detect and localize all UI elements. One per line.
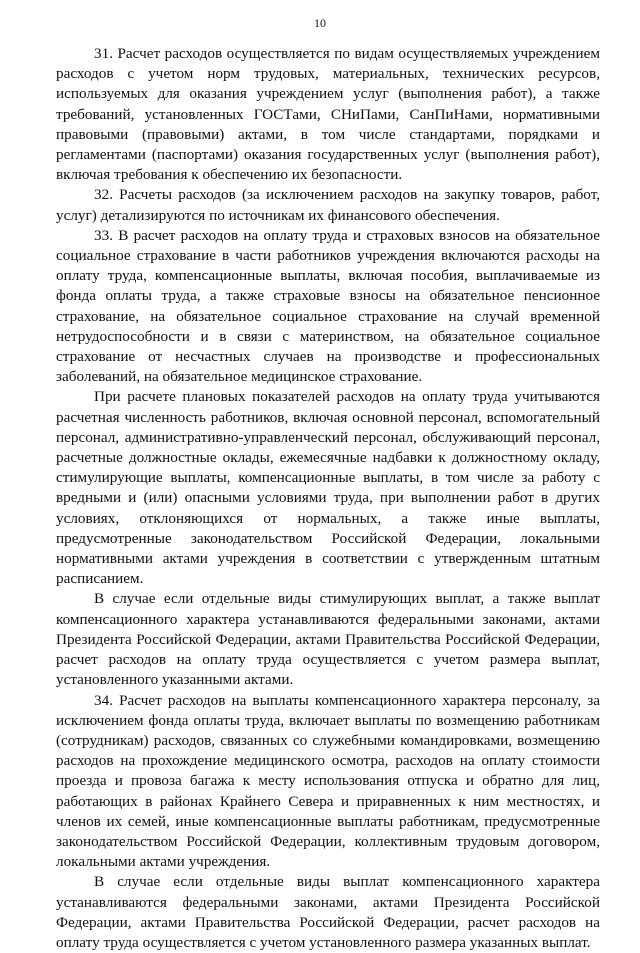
paragraph-33-planned-indicators: При расчете плановых показателей расходов на оплату труда учитываются расчетная численность работников, включая основной персонал, вспомогательный персонал, административно-управленческий персонал, обслуживающий персонал, расчетные должностные оклады, ежемесячные надбавки к должностному окладу, стимулирующие выплаты, компенсационные выплаты, в том числе за работу с вредными и (или) опасными условиями труда, при выполнении работ в других условиях, отклоняющихся от нормальных, а также иные выплаты, предусмотренные законодательством Российской Федерации, локальными нормативными актами учреждения в соответствии с утвержденным штатным расписанием. bbox=[56, 388, 600, 588]
paragraph-34: 34. Расчет расходов на выплаты компенсационного характера персоналу, за исключением фонда оплаты труда, включает выплаты по возмещению работникам (сотрудникам) расходов, связанных со служебными командировками, возмещению расходов на прохождение медицинского осмотра, расходов на оплату стоимости проезда и провоза багажа к месту использования отпуска и обратно для лиц, работающих в районах Крайнего Севера и приравненных к ним местностях, и членов их семей, иные компенсационные выплаты работникам, предусмотренные законодательством Российской Федерации, коллективным трудовым договором, локальными актами учреждения. bbox=[56, 691, 600, 871]
paragraph-34-federal-acts: В случае если отдельные виды выплат компенсационного характера устанавливаются федеральными законами, актами Президента Российской Федерации, актами Правительства Российской Федерации, расчет расходов на оплату труда осуществляется с учетом установленного размера указанных выплат. bbox=[56, 873, 600, 951]
paragraph-31: 31. Расчет расходов осуществляется по видам осуществляемых учреждением расходов с учетом норм трудовых, материальных, технических ресурсов, используемых для оказания учреждением услуг (выполнения работ), а также требований, установленных ГОСТами, СНиПами, СанПиНами, нормативными правовыми (правовыми) актами, в том числе стандартами, порядками и регламентами (паспортами) оказания государственных услуг (выполнения работ), включая требования к обеспечению их безопасности. bbox=[56, 45, 600, 184]
page-number: 10 bbox=[314, 16, 326, 30]
paragraph-33: 33. В расчет расходов на оплату труда и страховых взносов на обязательное социальное страхование в части работников учреждения включаются расходы на оплату труда, компенсационные выплаты, включая пособия, выплачиваемые из фонда оплаты труда, а также страховые взносы на обязательное пенсионное страхование, на обязательное социальное страхование на случай временной нетрудоспособности и в связи с материнством, на обязательное социальное страхование от несчастных случаев на производстве и профессиональных заболеваний, на обязательное медицинское страхование. bbox=[56, 226, 600, 386]
paragraph-33-federal-acts: В случае если отдельные виды стимулирующих выплат, а также выплат компенсационного характера устанавливаются федеральными законами, актами Президента Российской Федерации, актами Правительства Российской Федерации, расчет расходов на оплату труда осуществляется с учетом размера выплат, установленного указанными актами. bbox=[56, 590, 600, 689]
document-body bbox=[56, 44, 600, 953]
paragraph-32: 32. Расчеты расходов (за исключением расходов на закупку товаров, работ, услуг) детализируются по источникам их финансового обеспечения. bbox=[56, 186, 600, 224]
